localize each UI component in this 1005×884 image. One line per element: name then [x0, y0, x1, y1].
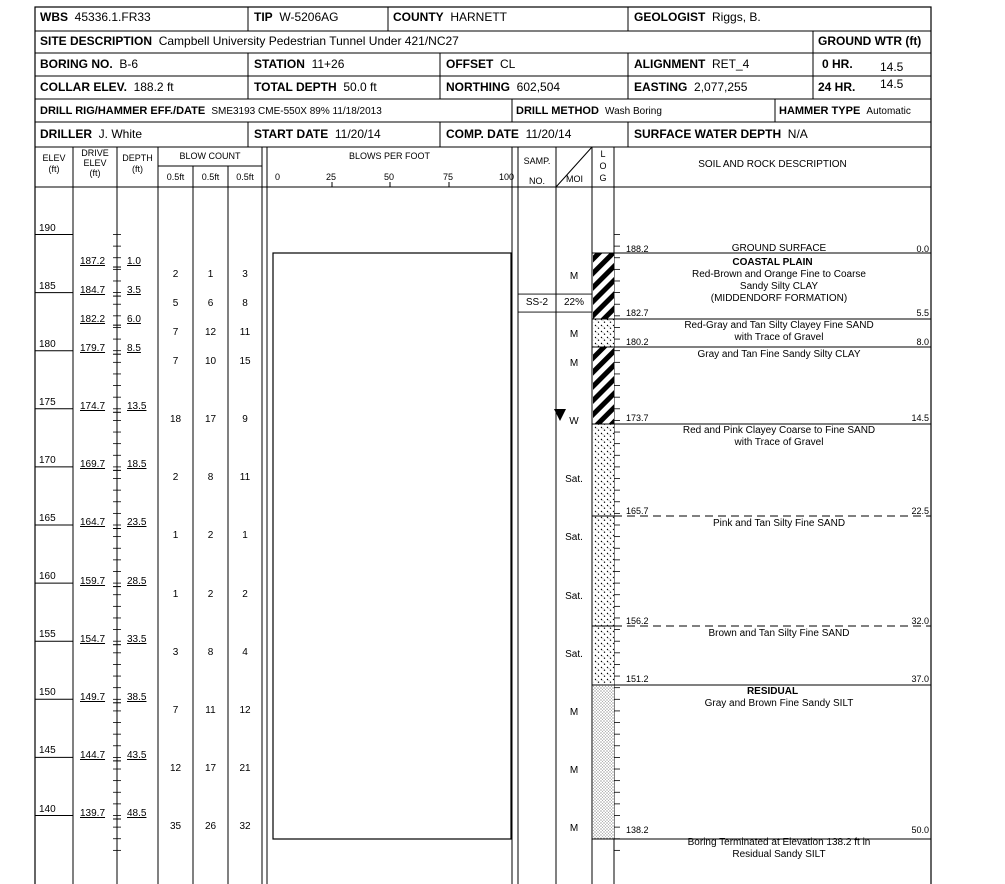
blow-count-value: 15 — [239, 356, 251, 368]
gw-0hr-label: 0 HR. — [822, 57, 853, 71]
depth-value: 28.5 — [127, 575, 147, 587]
depth-value: 6.0 — [127, 314, 141, 326]
layer-description-line: Residual Sandy SILT — [732, 849, 826, 861]
layer-description-line: Brown and Tan Silty Fine SAND — [708, 628, 850, 640]
boring-no-field: BORING NO. B-6 — [40, 57, 139, 71]
layer-depth: 32.0 — [911, 616, 929, 627]
depth-value: 8.5 — [127, 343, 141, 355]
blow-count-value: 2 — [172, 472, 179, 484]
blow-count-value: 1 — [172, 588, 179, 600]
col-log-header: L O G — [599, 149, 607, 183]
blow-count-value: 4 — [242, 646, 248, 658]
gw-0hr-value: 14.5 — [880, 60, 904, 74]
blow-count-value: 17 — [204, 762, 217, 774]
drive-elev-value: 182.2 — [80, 314, 106, 326]
elevation-tick-label: 190 — [39, 222, 56, 234]
blow-count-value: 12 — [204, 327, 217, 339]
moisture-value: M — [569, 822, 579, 834]
blow-count-value: 11 — [239, 327, 251, 339]
blow-count-value: 10 — [204, 356, 217, 368]
moisture-value: M — [569, 329, 579, 341]
moisture-value: M — [569, 706, 579, 718]
offset-field: OFFSET CL — [446, 57, 516, 71]
layer-elevation: 156.2 — [626, 616, 649, 627]
layer-depth: 0.0 — [916, 244, 929, 255]
blow-count-value: 2 — [207, 588, 214, 600]
blow-sub-3: 0.5ft — [236, 172, 254, 182]
depth-value: 23.5 — [127, 517, 147, 529]
total-depth-field: TOTAL DEPTH 50.0 ft — [254, 80, 377, 94]
drive-elev-value: 164.7 — [80, 517, 106, 529]
station-field: STATION 11+26 — [254, 57, 345, 71]
layer-depth: 8.0 — [916, 337, 929, 348]
moisture-value: W — [569, 416, 579, 428]
bpf-tick-label: 75 — [443, 172, 454, 182]
blow-count-value: 9 — [242, 414, 248, 426]
moisture-value: M — [569, 358, 579, 370]
col-blows-per-foot-header: BLOWS PER FOOT — [348, 151, 430, 161]
blow-sub-2: 0.5ft — [201, 172, 220, 182]
sample-moisture: 22% — [563, 297, 584, 309]
elevation-tick-label: 155 — [39, 629, 56, 641]
blow-count-value: 3 — [242, 269, 248, 281]
layer-elevation: 138.2 — [626, 825, 649, 836]
blow-count-value: 5 — [172, 298, 179, 310]
blow-count-value: 11 — [205, 704, 216, 716]
blow-count-value: 7 — [172, 356, 179, 368]
depth-value: 33.5 — [127, 633, 147, 645]
blow-count-value: 1 — [207, 269, 214, 281]
blow-count-value: 12 — [239, 704, 251, 716]
gw-24hr-value: 14.5 — [880, 77, 904, 91]
col-moi-header: MOI — [566, 174, 583, 184]
easting-field: EASTING 2,077,255 — [634, 80, 748, 94]
blow-sub-1: 0.5ft — [166, 172, 185, 182]
blow-count-value: 8 — [207, 472, 214, 484]
blow-count-value: 3 — [172, 646, 179, 658]
layer-depth: 5.5 — [916, 308, 929, 319]
moisture-value: Sat. — [565, 648, 583, 660]
layer-description-line: Gray and Brown Fine Sandy SILT — [704, 698, 854, 710]
layer-description-line: Red and Pink Clayey Coarse to Fine SAND — [682, 424, 876, 436]
layer-description-line: GROUND SURFACE — [731, 243, 827, 255]
drill-method-field: DRILL METHOD Wash Boring — [516, 105, 662, 117]
col-blow-count-header: BLOW COUNT — [179, 151, 241, 161]
drive-elev-value: 174.7 — [80, 401, 106, 413]
elevation-tick-label: 140 — [39, 803, 56, 815]
geologist-field: GEOLOGIST Riggs, B. — [634, 10, 761, 24]
moisture-value: Sat. — [565, 590, 583, 602]
bpf-tick-label: 50 — [384, 172, 395, 182]
layer-description-line: Red-Gray and Tan Silty Clayey Fine SAND — [684, 320, 874, 332]
layer-elevation: 182.7 — [626, 308, 649, 319]
layer-elevation: 173.7 — [626, 412, 649, 423]
layer-description-line: Gray and Tan Fine Sandy Silty CLAY — [697, 349, 861, 361]
blow-count-value: 26 — [204, 820, 217, 832]
layer-depth: 37.0 — [911, 674, 929, 685]
site-description-field: SITE DESCRIPTION Campbell University Pedestrian Tunnel Under 421/NC27 — [40, 34, 459, 48]
drill-rig-field: DRILL RIG/HAMMER EFF./DATE SME3193 CME-550X 89% 11/18/2013 — [40, 105, 382, 117]
blow-count-value: 11 — [239, 472, 251, 484]
northing-field: NORTHING 602,504 — [446, 80, 561, 94]
bpf-tick-label: 25 — [326, 172, 337, 182]
collar-elev-field: COLLAR ELEV. 188.2 ft — [40, 80, 174, 94]
drive-elev-value: 187.2 — [80, 256, 106, 268]
depth-value: 43.5 — [127, 749, 147, 761]
moisture-value: M — [569, 764, 579, 776]
start-date-field: START DATE 11/20/14 — [254, 127, 381, 141]
layer-description-line: Pink and Tan Silty Fine SAND — [712, 517, 846, 529]
layer-depth: 14.5 — [911, 412, 929, 423]
layer-description-line: Boring Terminated at Elevation 138.2 ft in — [687, 837, 871, 849]
elevation-tick-label: 185 — [39, 280, 56, 292]
col-description-header: SOIL AND ROCK DESCRIPTION — [698, 159, 847, 170]
elevation-tick-label: 150 — [39, 687, 56, 699]
blow-count-value: 18 — [169, 414, 182, 426]
moisture-value: Sat. — [565, 474, 583, 486]
col-elev-header: ELEV (ft) — [42, 153, 66, 174]
blow-count-value: 17 — [204, 414, 217, 426]
bpf-tick-label: 100 — [499, 172, 515, 182]
moisture-value: Sat. — [565, 532, 583, 544]
drive-elev-value: 179.7 — [80, 343, 106, 355]
elevation-tick-label: 175 — [39, 396, 56, 408]
county-field: COUNTY HARNETT — [393, 10, 508, 24]
blow-count-value: 6 — [207, 298, 214, 310]
moisture-value: M — [569, 271, 579, 283]
depth-value: 3.5 — [127, 285, 141, 297]
blow-count-value: 1 — [172, 530, 179, 542]
drive-elev-value: 139.7 — [80, 807, 106, 819]
blow-count-value: 7 — [172, 327, 179, 339]
drive-elev-value: 149.7 — [80, 691, 106, 703]
layer-description-line: with Trace of Gravel — [734, 436, 824, 448]
driller-field: DRILLER J. White — [40, 127, 143, 141]
blow-count-value: 2 — [172, 269, 179, 281]
alignment-field: ALIGNMENT RET_4 — [634, 57, 750, 71]
drive-elev-value: 159.7 — [80, 575, 106, 587]
depth-value: 13.5 — [127, 401, 147, 413]
blow-count-value: 1 — [242, 530, 248, 542]
layer-description-line: Red-Brown and Orange Fine to Coarse — [692, 269, 866, 281]
drive-elev-value: 154.7 — [80, 633, 106, 645]
blow-count-value: 2 — [242, 588, 248, 600]
gw-24hr-label: 24 HR. — [818, 80, 856, 94]
drive-elev-value: 184.7 — [80, 285, 106, 297]
blow-count-value: 21 — [239, 762, 251, 774]
sample-number: SS-2 — [525, 297, 549, 309]
col-samp-header: SAMP. NO. — [523, 156, 551, 186]
comp-date-field: COMP. DATE 11/20/14 — [446, 127, 572, 141]
layer-depth: 22.5 — [911, 505, 929, 516]
blow-count-value: 8 — [207, 646, 214, 658]
depth-value: 38.5 — [127, 691, 147, 703]
layer-heading: COASTAL PLAIN — [732, 257, 813, 269]
blow-count-value: 12 — [169, 762, 182, 774]
elevation-tick-label: 160 — [39, 571, 56, 583]
layer-elevation: 180.2 — [626, 337, 649, 348]
hammer-type-field: HAMMER TYPE Automatic — [779, 105, 911, 117]
depth-value: 48.5 — [127, 807, 147, 819]
elevation-tick-label: 145 — [39, 745, 56, 757]
col-drive-elev-header: DRIVE ELEV (ft) — [81, 148, 109, 178]
depth-value: 1.0 — [127, 256, 141, 268]
layer-elevation: 165.7 — [626, 505, 649, 516]
layer-description-line: (MIDDENDORF FORMATION) — [710, 293, 848, 305]
layer-description-line: Sandy Silty CLAY — [739, 281, 819, 293]
ground-water-title: GROUND WTR (ft) — [818, 34, 922, 48]
layer-elevation: 151.2 — [626, 674, 649, 685]
blow-count-value: 2 — [207, 530, 214, 542]
layer-description-line: with Trace of Gravel — [734, 332, 824, 344]
drive-elev-value: 169.7 — [80, 459, 106, 471]
bpf-tick-label: 0 — [275, 172, 281, 182]
blow-count-value: 7 — [172, 704, 179, 716]
col-depth-header: DEPTH (ft) — [122, 153, 153, 174]
elevation-tick-label: 170 — [39, 454, 56, 466]
blow-count-value: 8 — [242, 298, 248, 310]
layer-heading: RESIDUAL — [746, 686, 799, 698]
wbs-field: WBS 45336.1.FR33 — [40, 10, 151, 24]
elevation-tick-label: 165 — [39, 513, 56, 524]
blow-count-value: 32 — [239, 820, 251, 832]
layer-depth: 50.0 — [911, 825, 929, 836]
drive-elev-value: 144.7 — [80, 749, 106, 761]
surface-water-field: SURFACE WATER DEPTH N/A — [634, 127, 808, 141]
depth-value: 18.5 — [127, 459, 147, 471]
layer-elevation: 188.2 — [626, 244, 649, 255]
tip-field: TIP W-5206AG — [254, 10, 339, 24]
elevation-tick-label: 180 — [39, 338, 56, 350]
blow-count-value: 35 — [169, 820, 182, 832]
